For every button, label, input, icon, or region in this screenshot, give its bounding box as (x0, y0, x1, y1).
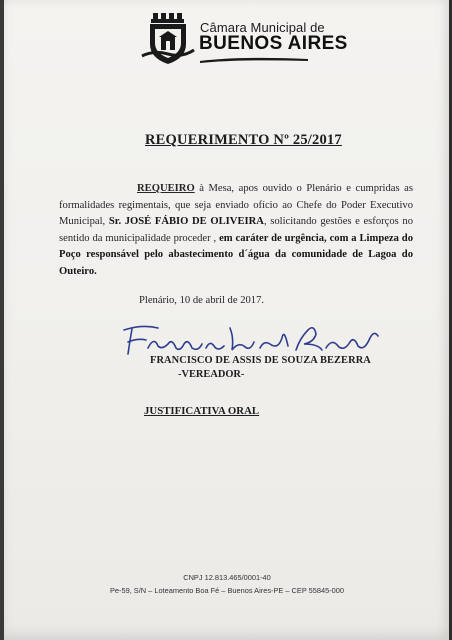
signer-name: FRANCISCO DE ASSIS DE SOUZA BEZERRA (150, 355, 371, 366)
org-name-line1: Câmara Municipal de (200, 20, 325, 35)
org-name-line2: BUENOS AIRES (199, 33, 348, 54)
document-title: REQUERIMENTO Nº 25/2017 (145, 132, 342, 148)
date-line: Plenário, 10 de abril de 2017. (139, 295, 265, 306)
request-body (59, 181, 413, 280)
handwritten-signature (118, 320, 382, 360)
footer-address: Pe-59, S/N – Loteamento Boa Fé – Buenos Aires-PE – CEP 55845-000 (109, 586, 345, 595)
document-page (4, 0, 450, 640)
official-name: Sr. JOSÉ FÁBIO DE OLIVEIRA (108, 216, 264, 227)
signer-role: -VEREADOR- (178, 369, 245, 380)
footer-cnpj: CNPJ 12.813.465/0001-40 (183, 573, 271, 582)
city-hall-crest-icon (140, 10, 196, 66)
request-lead: REQUEIRO (137, 183, 195, 194)
request-closing: em caráter de urgência, com a Limpeza do Poço responsável pelo abastecimento d´água da comunidade de Lagoa do Outeiro. (59, 232, 413, 277)
brand-swoosh (200, 54, 308, 64)
justification-heading: JUSTIFICATIVA ORAL (144, 405, 260, 417)
request-text-part1: à Mesa, apos ouvido o Plenário e cumpridas as formalidades regimentais, que seja enviado ofício ao Chefe do Poder Executivo Municipal, (59, 183, 413, 227)
request-text-part2: , solicitando gestões e esforços no sentido da municipalidade proceder , (59, 216, 413, 244)
